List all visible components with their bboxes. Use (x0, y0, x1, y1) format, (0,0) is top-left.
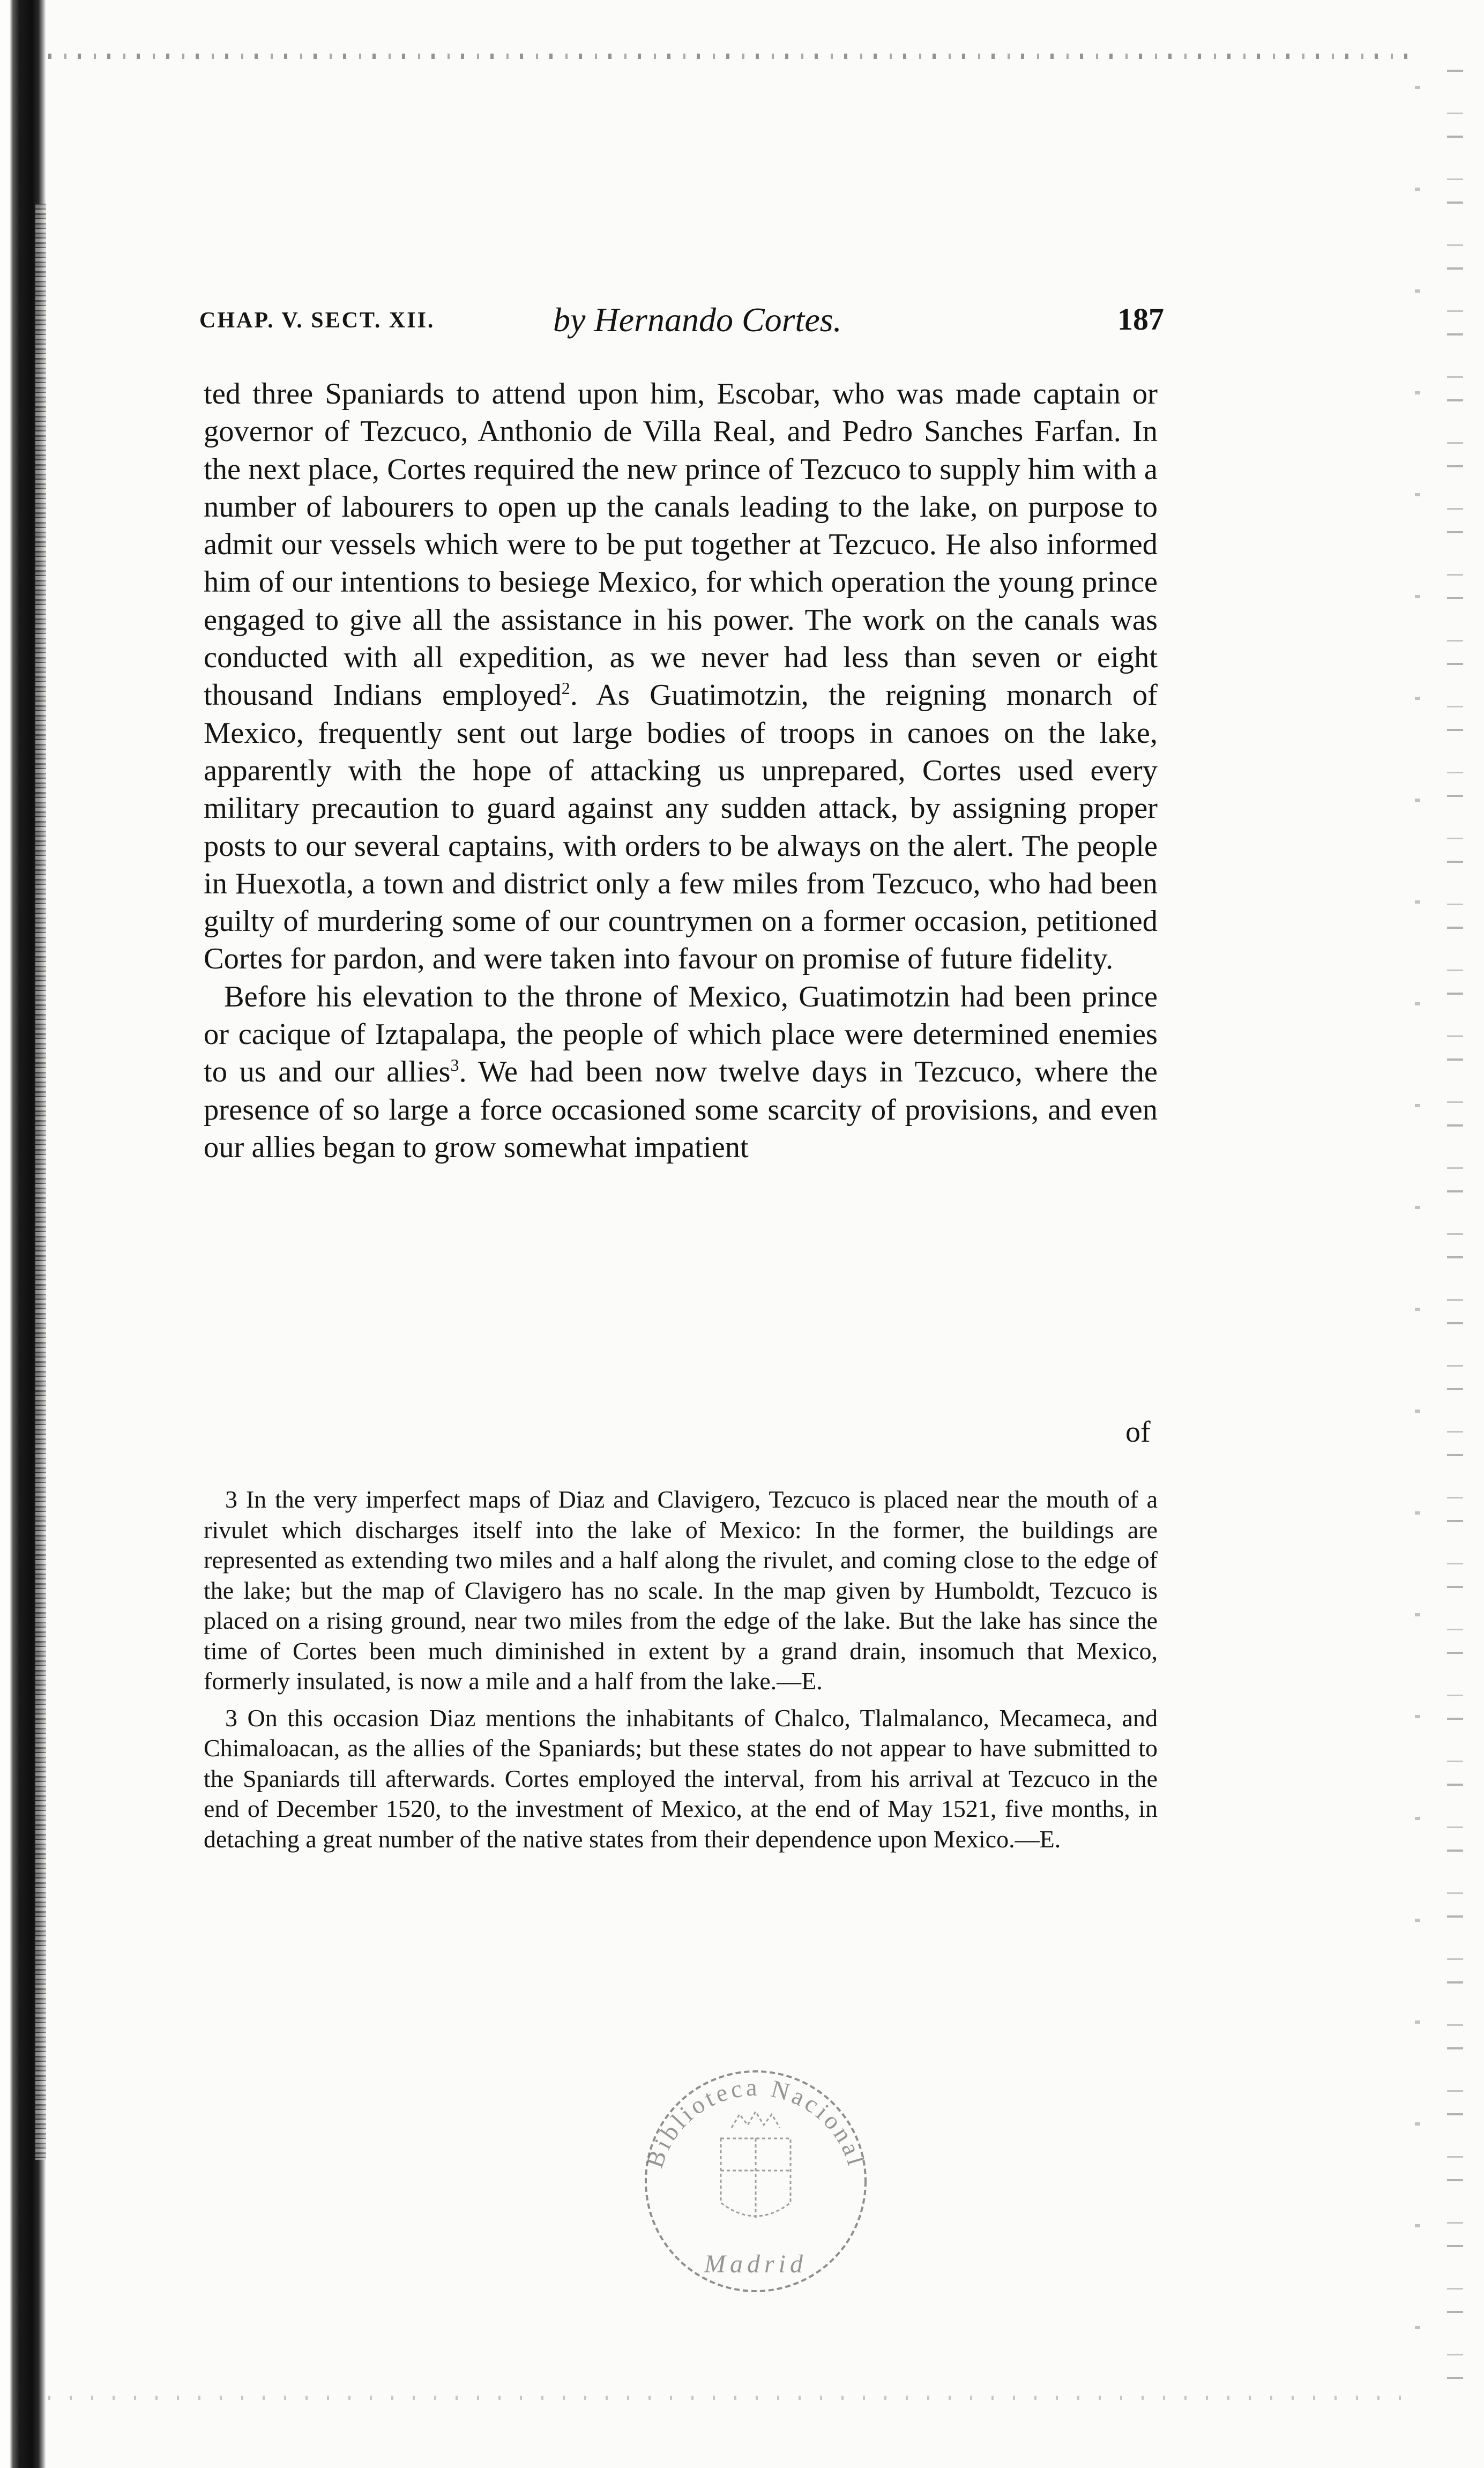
page-bottom-edge-noise (48, 2396, 1420, 2400)
footnote-ref: 2 (561, 678, 570, 698)
stamp-legend-text: Biblioteca Nacional (640, 2073, 871, 2172)
paragraph: ted three Spaniards to attend upon him, Escobar, who was made captain or governor of Tezcuco, Anthonio de Villa Real, and Pedro Sanches Farfan. In the next place, Cortes required the new prince of Tezcuco to supply him with a number of labourers to open up the canals leading to the lake, on purpose to admit our vessels which were to be put together at Tezcuco. He also informed him of our intentions to besiege Mexico, for which operation the young prince engaged to give all the assistance in his power. The work on the canals was conducted with all expedition, as we never had less than seven or eight thousand Indians employed$^2$. As Guatimotzin, the reigning monarch of Mexico, frequently sent out large bodies of troops in canoes on the lake, apparently with the hope of attacking us unprepared, Cortes used every military precaution to guard against any sudden attack, by assigning proper posts to our several captains, with orders to be always on the alert. The people in Huexotla, a town and district only a few miles from Tezcuco, who had been guilty of murdering some of our countrymen on a former occasion, petitioned Cortes for pardon, and were taken into favour on promise of future fidelity. (204, 377, 1158, 976)
page-number: 187 (1117, 302, 1164, 337)
catchword: of (1125, 1415, 1151, 1449)
binding-edge-texture (35, 204, 46, 2160)
stamp-city-text: Madrid (704, 2250, 807, 2278)
running-title: by Hernando Cortes. (553, 301, 842, 339)
running-header (199, 300, 1164, 343)
footnote: 3 On this occasion Diaz mentions the inhabitants of Chalco, Tlalmalanco, Mecameca, and Chimaloacan, as the allies of the Spaniards; but these states do not appear to have submitted to the Spaniards till afterwards. Cortes employed the interval, from his arrival at Tezcuco in the end of December 1520, to the investment of Mexico, at the end of May 1521, five months, in detaching a great number of the native states from their dependence upon Mexico.—E. (204, 1704, 1158, 1853)
library-stamp (627, 2058, 884, 2310)
page-top-edge-noise (48, 54, 1420, 59)
footnote-ref: 3 (450, 1055, 459, 1075)
page-right-edge-noise (1447, 48, 1463, 2417)
main-text (204, 375, 1158, 1166)
footnotes (204, 1485, 1158, 1861)
footnote: 3 In the very imperfect maps of Diaz and Clavigero, Tezcuco is placed near the mouth of a rivulet which discharges itself into the lake of Mexico: In the former, the buildings are represented as extending two miles and a half along the rivulet, and coming close to the edge of the lake; but the map of Clavigero has no scale. In the map given by Humboldt, Tezcuco is placed on a rising ground, near two miles from the edge of the lake. But the lake has since the time of Cortes been much diminished in extent by a grand drain, insomuch that Mexico, formerly insulated, is now a mile and a half from the lake.—E. (204, 1486, 1158, 1695)
chapter-section-label: CHAP. V. SECT. XII. (199, 308, 435, 333)
paragraph: Before his elevation to the throne of Mexico, Guatimotzin had been prince or cacique of Iztapalapa, the people of which place were determined enemies to us and our allies$^3$. We had been now twelve days in Tezcuco, where the presence of so large a force occasioned some scarcity of provisions, and even our allies began to grow somewhat impatient (204, 980, 1158, 1164)
library-stamp-icon (627, 2058, 884, 2310)
page-right-margin-marks (1415, 48, 1420, 2417)
